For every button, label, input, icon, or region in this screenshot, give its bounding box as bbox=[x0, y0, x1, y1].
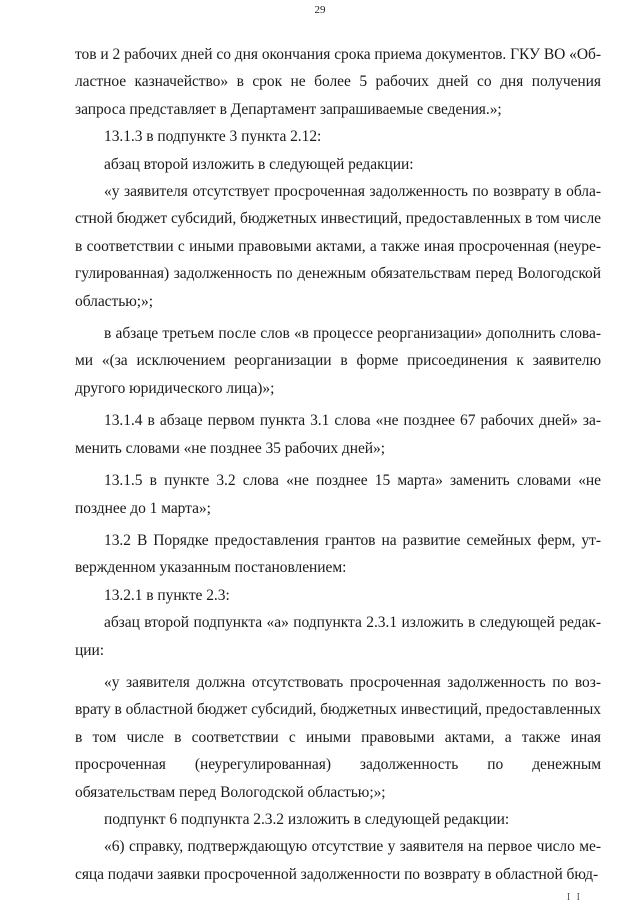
paragraph-quote-dolzhna-otsutstvovat: «у заявителя должна отсутствовать просроченная задолженность по возврату в областной бюджет субсидий, бюджетных инвестиций, предоставленных в том числе в соответствии с иными правовыми актами, а также иная просроченная (неурегулированная) задолженность по денежным обязательствам перед Вологодской областью;»; bbox=[75, 673, 601, 801]
paragraph-quote-zadolzhennost: «у заявителя отсутствует просроченная задолженность по возврату в областной бюджет субсидий, бюджетных инвестиций, предоставленных в том числе в соответствии с иными правовыми актами, а также иная просроченная (неурегулированная) задолженность по денежным обязательствам перед Вологодской областью;»; bbox=[75, 183, 601, 310]
paragraph-podpunkt-6: подпункт 6 подпункта 2.3.2 изложить в следующей редакции: bbox=[104, 810, 510, 828]
paragraph-13-2-1: 13.2.1 в пункте 2.3: bbox=[104, 586, 230, 604]
paragraph-abzac-tretiy: в абзаце третьем после слов «в процессе реорганизации» дополнить словами «(за исключением реорганизации в форме присоединения к заявителю другого юридического лица)»; bbox=[75, 325, 601, 397]
paragraph-13-1-5: 13.1.5 в пункте 3.2 слова «не позднее 15 марта» заменить словами «не позднее до 1 марта»; bbox=[75, 472, 601, 517]
paragraph-13-1-3: 13.1.3 в подпункте 3 пункта 2.12: bbox=[104, 128, 322, 146]
paragraph-abzac-podpunkt-a: абзац второй подпункта «а» подпункта 2.3.1 изложить в следующей редакции: bbox=[75, 614, 601, 659]
paragraph-13-2: 13.2 В Порядке предоставления грантов на развитие семейных ферм, утвержденном указанным постановлением: bbox=[75, 531, 601, 577]
document-body bbox=[75, 41, 601, 888]
paragraph-continuation: тов и 2 рабочих дней со дня окончания срока приема документов. ГКУ ВО «Областное казначейство» в срок не более 5 рабочих дней со дня получения запроса представляет в Департамент запрашиваемые сведения.»; bbox=[75, 46, 601, 118]
paragraph-13-1-4: 13.1.4 в абзаце первом пункта 3.1 слова «не позднее 67 рабочих дней» заменить словами «не позднее 35 рабочих дней»; bbox=[75, 412, 601, 457]
paragraph-quote-spravka: «6) справку, подтверждающую отсутствие у заявителя на первое число месяца подачи заявки просроченной задолженности по возврату в областной бюд- bbox=[75, 838, 601, 883]
footer-mark: I I bbox=[566, 892, 582, 903]
paragraph-abzac-vtoroy: абзац второй изложить в следующей редакции: bbox=[104, 155, 414, 173]
page-number: 29 bbox=[314, 4, 326, 16]
